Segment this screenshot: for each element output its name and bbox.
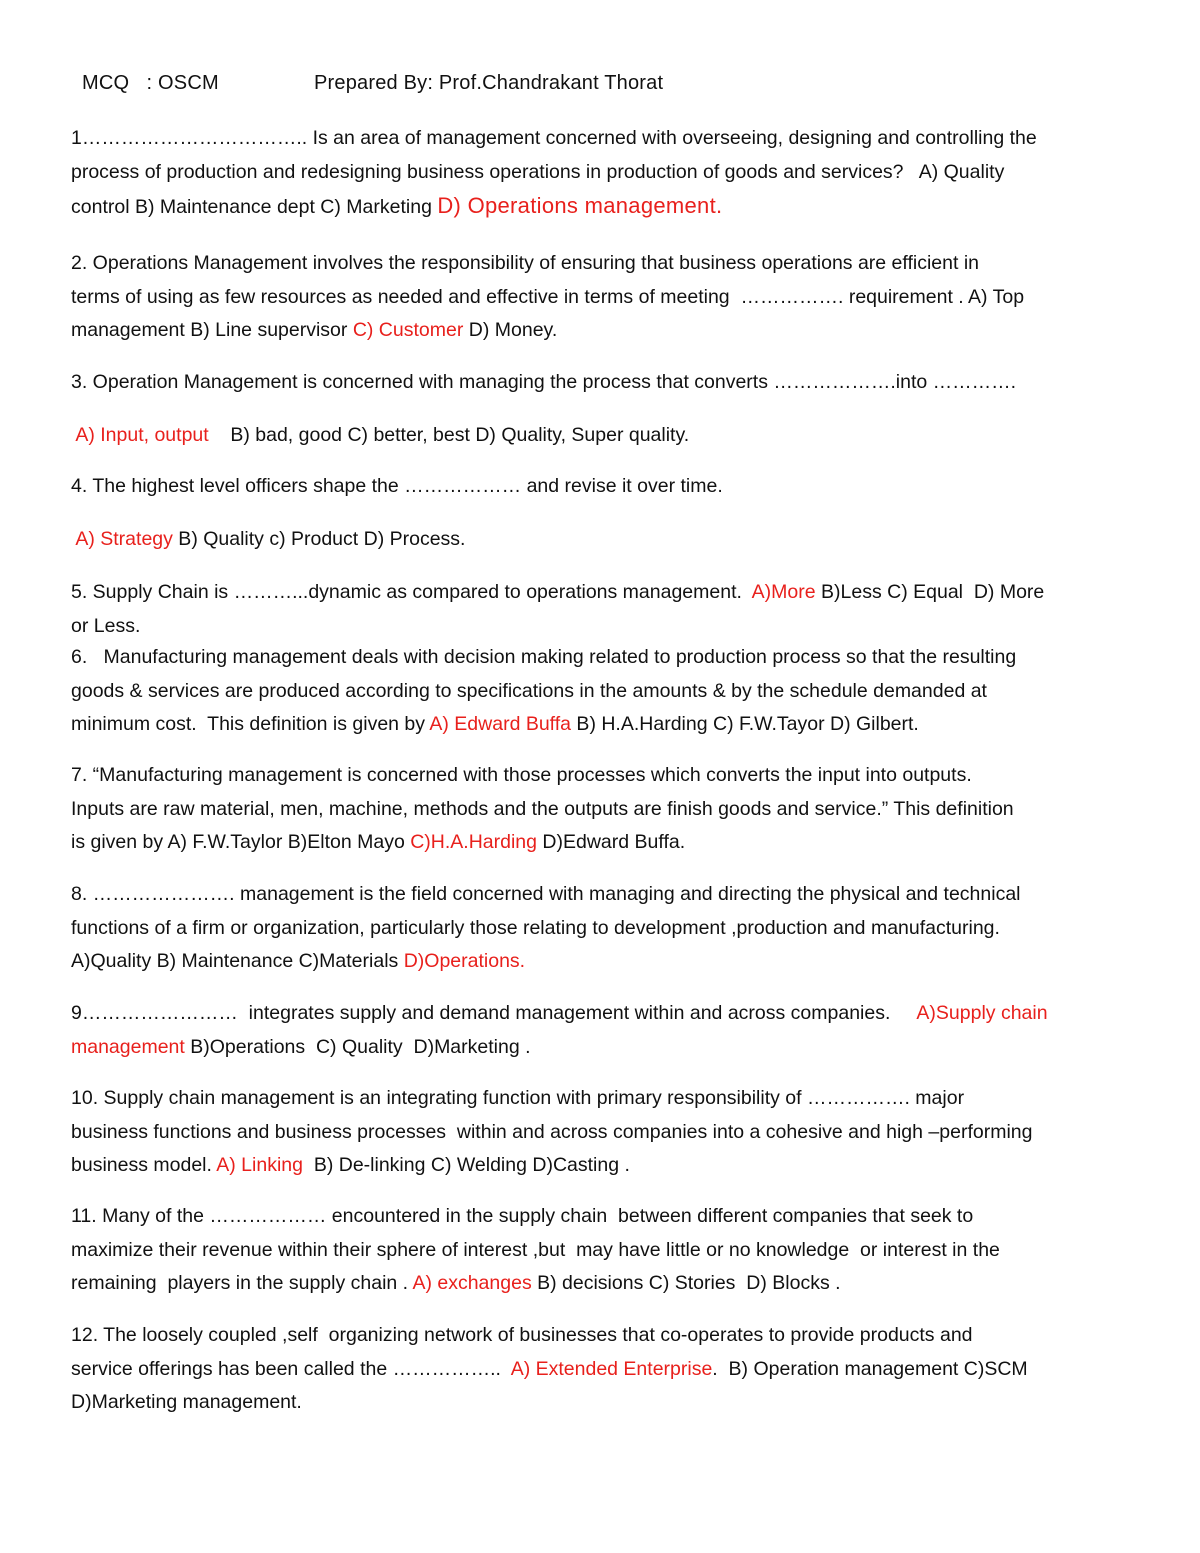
- question-9-options: B)Operations C) Quality D)Marketing .: [184, 1035, 531, 1058]
- question-2-answer: C) Customer: [352, 319, 464, 341]
- question-4-line-2: [71, 523, 1131, 557]
- question-2-options: management B) Line supervisor: [71, 319, 353, 341]
- question-2-line-3: [71, 314, 1131, 348]
- question-5-answer: A)More: [751, 581, 816, 603]
- question-2-line-2: terms of using as few resources as needed and effective in terms of meeting ……………. requirement . A) Top: [71, 285, 1025, 308]
- question-7-options: is given by A) F.W.Taylor B)Elton Mayo: [71, 831, 411, 853]
- question-12: [71, 1319, 1131, 1420]
- question-11-answer: A) exchanges: [412, 1272, 532, 1294]
- question-12-line-3: D)Marketing management.: [71, 1391, 302, 1413]
- header-course: MCQ : OSCM: [82, 72, 219, 94]
- question-9-line-1: [71, 997, 1131, 1031]
- question-1-line-1: 1…………………………….. Is an area of management concerned with overseeing, designing and controlling the: [71, 127, 1037, 149]
- question-8-line-2: functions of a firm or organization, particularly those relating to development ,production and manufacturing.: [71, 916, 1000, 939]
- question-6: [71, 641, 1131, 742]
- question-12-line-2: [71, 1353, 1131, 1387]
- question-6-answer: A) Edward Buffa: [429, 713, 572, 735]
- question-8-answer: D)Operations.: [403, 950, 526, 972]
- question-10-line-3: [71, 1149, 1131, 1183]
- question-1: [71, 122, 1131, 225]
- question-10-options: B) De-linking C) Welding D)Casting .: [302, 1154, 630, 1176]
- question-6-line-3: [71, 708, 1131, 742]
- question-4-line-1: 4. The highest level officers shape the ……………… and revise it over time.: [71, 475, 723, 497]
- question-5-text: 5. Supply Chain is ………...dynamic as compared to operations management.: [71, 581, 752, 603]
- question-8-options: A)Quality B) Maintenance C)Materials: [71, 950, 404, 972]
- question-1-line-3: [71, 189, 1131, 225]
- question-11-line-1: 11. Many of the ……………… encountered in the supply chain between different companies that seek to: [71, 1205, 974, 1227]
- question-11-line-3: [71, 1267, 1131, 1301]
- question-9-answer: A)Supply chain: [916, 1002, 1048, 1024]
- question-10-text: business model.: [71, 1154, 217, 1176]
- page-header: [82, 72, 663, 95]
- question-9-text: 9…………………… integrates supply and demand management within and across companies.: [71, 1002, 917, 1024]
- question-10-line-1: 10. Supply chain management is an integrating function with primary responsibility of ……………. major: [71, 1087, 965, 1109]
- question-1-line-2: process of production and redesigning business operations in production of goods and services? A) Quality: [71, 160, 1005, 183]
- question-7-line-1: 7. “Manufacturing management is concerned with those processes which converts the input into outputs.: [71, 764, 972, 786]
- question-11-line-2: maximize their revenue within their sphere of interest ,but may have little or no knowledge or interest in the: [71, 1238, 1000, 1261]
- question-6-line-1: 6. Manufacturing management deals with decision making related to production process so that the resulting: [71, 646, 1017, 668]
- question-6-options: B) H.A.Harding C) F.W.Tayor D) Gilbert.: [571, 713, 919, 735]
- question-2-options-rest: D) Money.: [463, 319, 558, 341]
- question-7-line-3: [71, 826, 1131, 860]
- question-1-options: control B) Maintenance dept C) Marketing: [71, 196, 438, 218]
- question-5: [71, 576, 1131, 643]
- question-11-text: remaining players in the supply chain .: [71, 1272, 413, 1294]
- question-10: [71, 1082, 1131, 1183]
- question-12-answer: A) Extended Enterprise: [510, 1357, 713, 1380]
- question-6-text: minimum cost. This definition is given by: [71, 713, 430, 735]
- header-author: Prepared By: Prof.Chandrakant Thorat: [314, 72, 664, 94]
- question-8-line-3: [71, 945, 1131, 979]
- question-8-line-1: 8. …………………. management is the field concerned with managing and directing the physical and technical: [71, 883, 1021, 905]
- question-10-line-2: business functions and business processes within and across companies into a cohesive and high –performing: [71, 1120, 1033, 1143]
- question-2-line-1: 2. Operations Management involves the responsibility of ensuring that business operations are efficient in: [71, 252, 979, 274]
- question-9-line-2: [71, 1031, 1131, 1065]
- question-11-options: B) decisions C) Stories D) Blocks .: [531, 1272, 841, 1294]
- question-12-line-1: 12. The loosely coupled ,self organizing network of businesses that co-operates to provide products and: [71, 1324, 973, 1346]
- question-3-options: B) bad, good C) better, best D) Quality, Super quality.: [208, 423, 690, 446]
- question-4-options: B) Quality c) Product D) Process.: [172, 527, 466, 550]
- question-3-line-1: 3. Operation Management is concerned with managing the process that converts ……………….into ………….: [71, 371, 1017, 393]
- question-7-line-2: Inputs are raw material, men, machine, methods and the outputs are finish goods and service.” This definition: [71, 797, 1014, 820]
- question-5-options: B)Less C) Equal D) More: [815, 581, 1045, 603]
- question-11: [71, 1200, 1131, 1301]
- question-7-options-rest: D)Edward Buffa.: [537, 831, 686, 853]
- question-7-answer: C)H.A.Harding: [410, 831, 537, 853]
- question-3-line-2: [71, 419, 1131, 453]
- question-1-answer: D) Operations management.: [437, 193, 723, 218]
- question-7: [71, 759, 1131, 860]
- question-10-answer: A) Linking: [216, 1154, 303, 1176]
- question-6-line-2: goods & services are produced according to specifications in the amounts & by the schedule demanded at: [71, 679, 987, 702]
- question-5-line-1: [71, 576, 1131, 610]
- question-9: [71, 997, 1131, 1064]
- question-5-line-2: or Less.: [71, 614, 141, 637]
- question-4: [71, 470, 1131, 556]
- question-3: [71, 366, 1131, 452]
- question-3-answer: A) Input, output: [71, 423, 209, 446]
- question-2: [71, 247, 1131, 348]
- question-12-options: . B) Operation management C)SCM: [712, 1357, 1028, 1380]
- question-4-answer: A) Strategy: [71, 527, 173, 550]
- question-12-text: service offerings has been called the ……………..: [71, 1357, 511, 1380]
- question-9-answer-cont: management: [71, 1035, 185, 1058]
- question-8: [71, 878, 1131, 979]
